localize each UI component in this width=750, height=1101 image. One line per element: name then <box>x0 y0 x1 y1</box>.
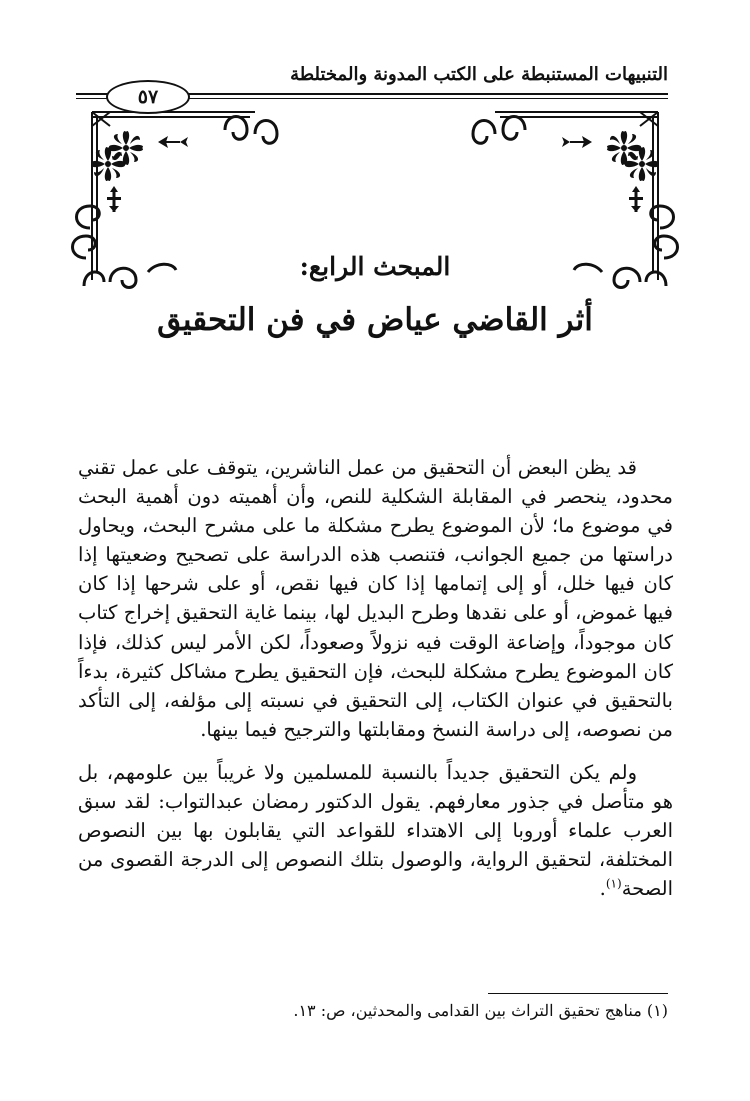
body-text <box>78 453 673 917</box>
running-title: التنبيهات المستنبطة على الكتب المدونة والمختلطة <box>290 64 668 85</box>
footnote-divider <box>488 993 668 994</box>
paragraph-1: قد يظن البعض أن التحقيق من عمل الناشرين، يتوقف على عمل تقني محدود، ينحصر في المقابلة الشكلية للنص، وأن أهميته دون أهمية البحث في موضوع ما؛ لأن الموضوع يطرح مشكلة ما على مشرح البحث، ويحاول دراستها من جميع الجوانب، فتنصب هذه الدراسة على تصحيح وضعيتها إذا كان فيها خلل، أو إلى إتمامها إذا كان فيها نقص، أو على شرحها إذا كان فيها غموض، أو على نقدها وطرح البديل لها، بينما غاية التحقيق إخراج كتاب كان موجوداً، وإضاعة الوقت فيه نزولاً وصعوداً، لكن الأمر ليس كذلك، فإذا كان الموضوع يطرح مشكلة للبحث، فإن التحقيق يطرح مشاكل كثيرة، بدءاً بالتحقيق في عنوان الكتاب، إلى التحقيق في نسبته إلى مؤلفه، إلى التأكد من نصوصه، إلى دراسة النسخ ومقابلتها والترجيح فيما بينها. <box>78 456 673 741</box>
page-number: ٥٧ <box>106 80 190 114</box>
footnote-reference[interactable]: (١) <box>605 876 622 891</box>
running-header <box>0 60 750 110</box>
section-title: أثر القاضي عياض في فن التحقيق <box>157 302 593 338</box>
paragraph-2-end: . <box>599 877 606 901</box>
paragraph-2 <box>78 758 673 903</box>
footnote: (١) مناهج تحقيق التراث بين القدامى والمحدثين، ص: ١٣. <box>293 1001 668 1020</box>
section-label: المبحث الرابع: <box>299 252 451 281</box>
paragraph-2-text: ولم يكن التحقيق جديداً بالنسبة للمسلمين ولا غريباً بين علومهم، بل هو متأصل في جذور معارفهم. يقول الدكتور رمضان عبدالتواب: لقد سبق العرب علماء أوروبا إلى الاهتداء للقواعد التي يقابلون بها بين النصوص المختلفة، لتحقيق الرواية، والوصول بتلك النصوص إلى الدرجة القصوى من الصحة <box>78 760 673 901</box>
